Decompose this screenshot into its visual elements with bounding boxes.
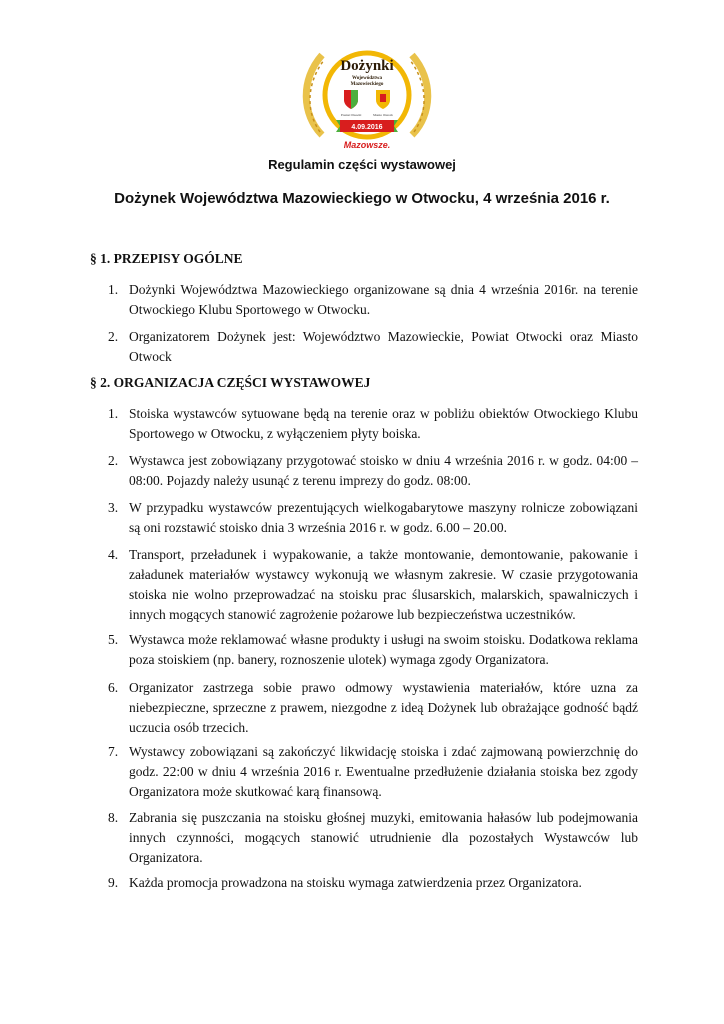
logo-subtitle-line2: Mazowieckiego (350, 82, 384, 87)
item-number: 5. (108, 632, 119, 647)
list-item (108, 630, 638, 670)
list-item (108, 404, 638, 444)
item-number: 2. (108, 329, 119, 344)
item-text: Dożynki Województwa Mazowieckiego organizowane są dnia 4 września 2016r. na terenie Otwockiego Klubu Sportowego w Otwocku. (129, 282, 638, 317)
logo-subtitle-line1: Województwa (352, 76, 382, 81)
item-text: Zabrania się puszczania na stoisku głośnej muzyki, emitowania hałasów lub podejmowania innych czynności, mogących stanowić utrudnienie dla pozostałych Wystawców lub Organizatora. (129, 810, 638, 865)
item-number: 7. (108, 744, 119, 759)
item-text: W przypadku wystawców prezentujących wielkogabarytowe maszyny rolnicze zobowiązani są oni rozstawić stoisko dnia 3 września 2016 r. w godz. 6.00 – 20.00. (129, 500, 638, 535)
mazowsze-brand: Mazowsze. (343, 140, 391, 150)
list-item (108, 545, 638, 625)
item-number: 1. (108, 282, 119, 297)
document-subtitle: Dożynek Województwa Mazowieckiego w Otwocku, 4 września 2016 r. (114, 190, 610, 207)
list-item (108, 873, 638, 893)
item-text: Organizatorem Dożynek jest: Województwo Mazowieckie, Powiat Otwocki oraz Miasto Otwock (129, 329, 638, 364)
item-number: 6. (108, 680, 119, 695)
item-number: 2. (108, 453, 119, 468)
document-title: Regulamin części wystawowej (268, 157, 456, 172)
item-text: Wystawcy zobowiązani są zakończyć likwidację stoiska i zdać zajmowaną powierzchnię do godz. 22:00 w dniu 4 września 2016 r. Ewentualne przedłużenie działania stoiska bez zgody Organizatora może skutkować karą finansową. (129, 744, 638, 799)
item-text: Organizator zastrzega sobie prawo odmowy wystawienia materiałów, które uzna za niebezpieczne, sprzeczne z prawem, niezgodne z ideą Dożynek lub obrażające godność bądź uczucia osób trzecich. (129, 680, 638, 735)
item-number: 4. (108, 547, 119, 562)
item-text: Wystawca może reklamować własne produkty i usługi na swoim stoisku. Dodatkowa reklama poza stoiskiem (np. banery, roznoszenie ulotek) wymaga zgody Organizatora. (129, 632, 638, 667)
list-item (108, 280, 638, 320)
logo-left-caption: Powiat Otwocki (340, 113, 362, 117)
section-2-heading: § 2. ORGANIZACJA CZĘŚCI WYSTAWOWEJ (90, 375, 371, 390)
list-item (108, 808, 638, 868)
item-number: 1. (108, 406, 119, 421)
item-text: Transport, przeładunek i wypakowanie, a także montowanie, demontowanie, pakowanie i załadunek materiałów wystawcy wykonują we własnym zakresie. W czasie przygotowania stoiska nie wolno przeprowadzać na stoisku prac ślusarskich, malarskich, spawalniczych i innych mogących stanowić zagrożenie pożarowe lub bezpieczeństwa uczestników. (129, 547, 638, 622)
item-text: Stoiska wystawców sytuowane będą na terenie oraz w pobliżu obiektów Otwockiego Klubu Sportowego w Otwocku, z wyłączeniem płyty boiska. (129, 406, 638, 441)
item-text: Wystawca jest zobowiązany przygotować stoisko w dniu 4 września 2016 r. w godz. 04:00 – 08:00. Pojazdy należy usunąć z terenu imprezy do godz. 08:00. (129, 453, 638, 488)
list-item (108, 327, 638, 367)
item-number: 3. (108, 500, 119, 515)
list-item (108, 498, 638, 538)
list-item (108, 451, 638, 491)
logo-right-caption: Miasto Otwock (373, 113, 393, 117)
item-number: 8. (108, 810, 119, 825)
dozynki-logo (292, 40, 442, 155)
item-text: Każda promocja prowadzona na stoisku wymaga zatwierdzenia przez Organizatora. (129, 875, 582, 890)
list-item (108, 742, 638, 802)
logo-date: 4.09.2016 (351, 124, 383, 131)
section-1-heading: § 1. PRZEPISY OGÓLNE (90, 251, 243, 266)
item-number: 9. (108, 875, 119, 890)
logo-title: Dożynki (340, 58, 394, 74)
list-item (108, 678, 638, 738)
